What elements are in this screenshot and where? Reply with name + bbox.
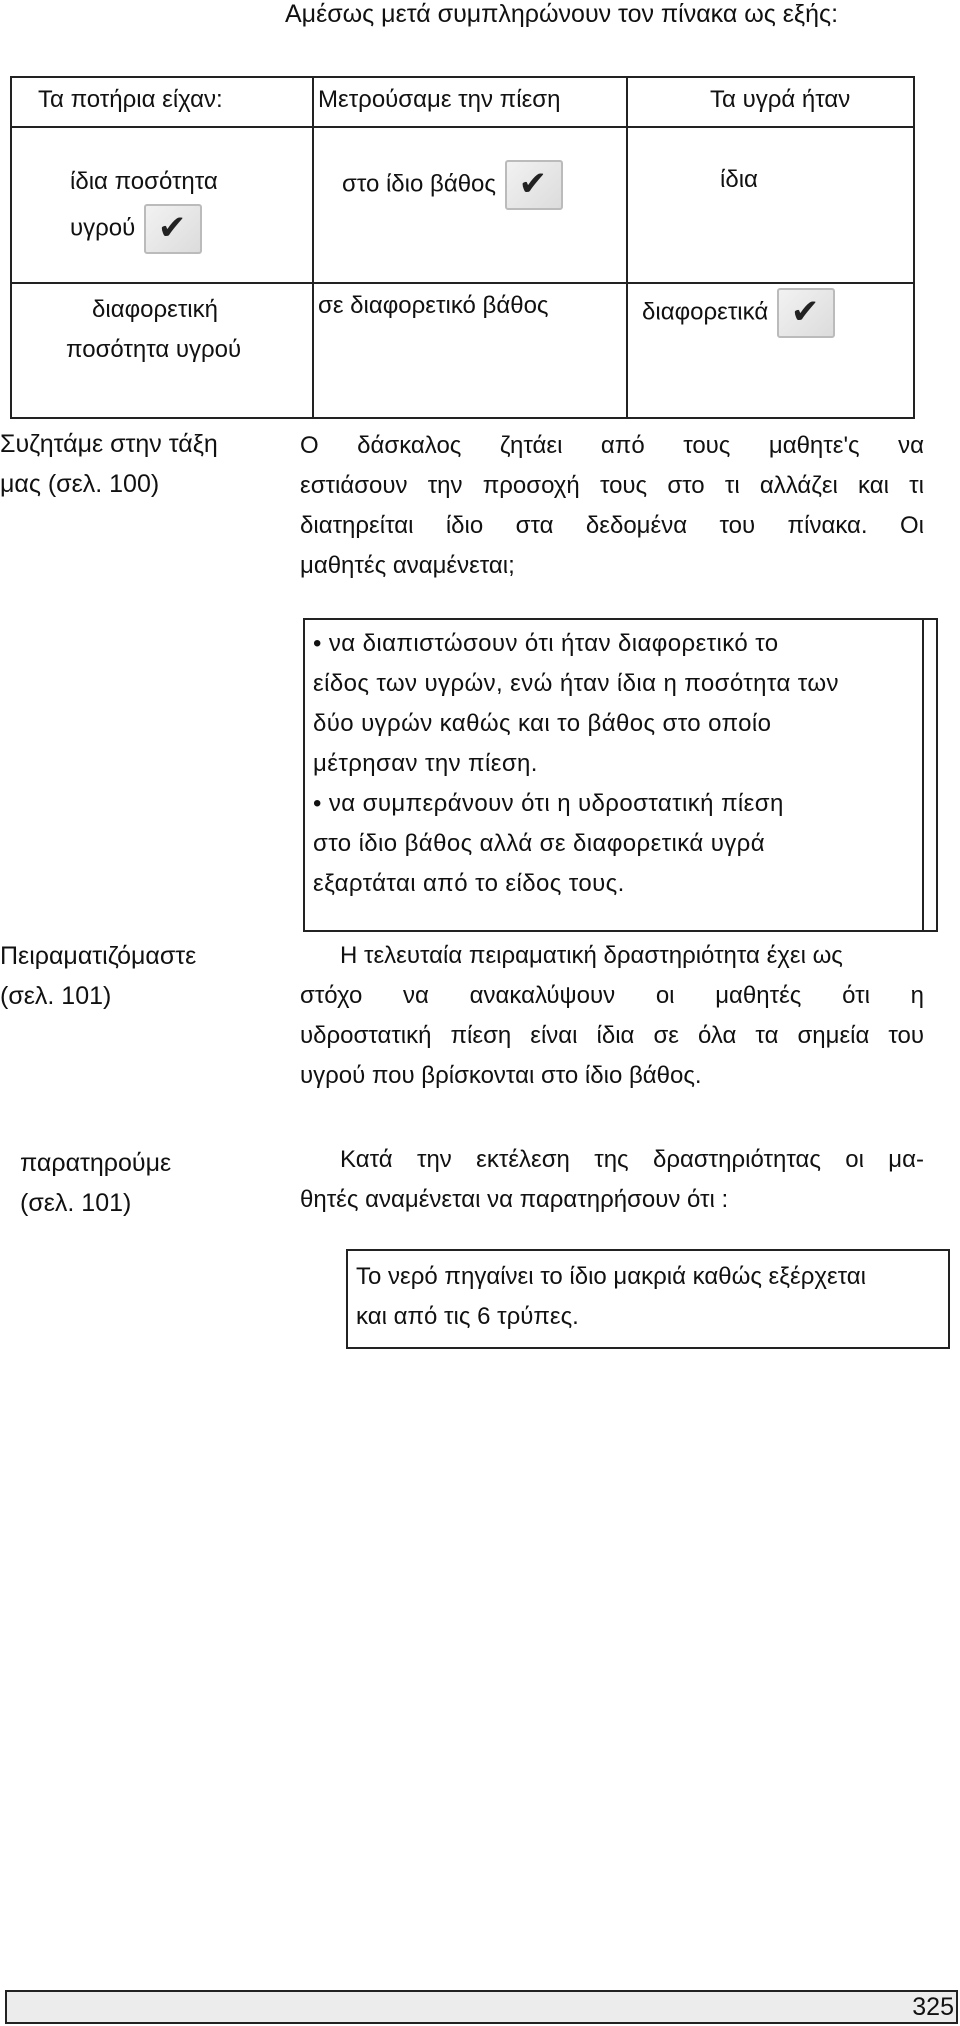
table-header-liquids: Τα υγρά ήταν (710, 86, 851, 113)
expected-outcomes-box (303, 618, 938, 932)
table-cell-different-liquids (642, 288, 835, 338)
expected-outcomes-list (313, 624, 839, 904)
paragraph-line: θητές αναμένεται να παρατηρήσουν ότι : (300, 1186, 729, 1213)
section-label-line: παρατηρούμε (20, 1149, 172, 1177)
bullet-line: είδος των υγρών, ενώ ήταν ίδια η ποσότητα των (313, 670, 839, 697)
paragraph-line: στόχο να ανακαλύψουν οι μαθητές ότι η (300, 982, 924, 1009)
observation-box (346, 1249, 950, 1349)
observation-line: Το νερό πηγαίνει το ίδιο μακριά καθώς εξέρχεται (356, 1263, 866, 1290)
table-cell-different-amount-line1: διαφορετική (92, 296, 218, 323)
bullet-line: στο ίδιο βάθος αλλά σε διαφορετικά υγρά (313, 830, 765, 857)
box-inner-border (922, 620, 924, 930)
experiment-paragraph (300, 936, 924, 1096)
bullet-line: • να διαπιστώσουν ότι ήταν διαφορετικό το (313, 630, 779, 657)
section-label-line: (σελ. 101) (0, 982, 112, 1010)
table-divider (12, 126, 913, 128)
paragraph-line: Η τελευταία πειραματική δραστηριότητα έχει ως (340, 942, 843, 969)
paragraph-line: υγρού που βρίσκονται στο ίδιο βάθος. (300, 1062, 702, 1089)
table-divider (312, 78, 314, 417)
section-label-observe (20, 1143, 171, 1223)
table-cell-same-amount-line2 (70, 204, 202, 254)
paragraph-line: εστιάσουν την προσοχή τους στο τι αλλάζει και τι (300, 472, 924, 499)
table-cell-different-liquids-text: διαφορετικά (642, 298, 769, 326)
section-label-line: Συζητάμε στην τάξη (0, 430, 218, 458)
bullet-line: δύο υγρών καθώς και το βάθος στο οποίο (313, 710, 772, 737)
section-label-experiment (0, 936, 196, 1016)
paragraph-line: διατηρείται ίδιο στα δεδομένα του πίνακα. Οι (300, 512, 924, 539)
table-cell-different-depth: σε διαφορετικό βάθος (318, 292, 549, 319)
section-label-discussion (0, 424, 218, 504)
section-label-line: Πειραματιζόμαστε (0, 942, 197, 970)
checkbox-checked-icon (505, 160, 563, 210)
intro-text: Αμέσως μετά συμπληρώνουν τον πίνακα ως εξής: (285, 0, 839, 28)
table-cell-same-depth (342, 160, 563, 210)
checkbox-checked-icon (777, 288, 835, 338)
table-cell-same-depth-text: στο ίδιο βάθος (342, 170, 496, 198)
paragraph-line: Ο δάσκαλος ζητάει από τους μαθητε'ς να (300, 432, 924, 459)
observation-text (356, 1257, 866, 1337)
paragraph-line: Κατά την εκτέλεση της δραστηριότητας οι μα- (340, 1146, 924, 1173)
footer-bar (5, 1990, 958, 2024)
discussion-paragraph (300, 426, 924, 586)
paragraph-line: υδροστατική πίεση είναι ίδια σε όλα τα σημεία του (300, 1022, 924, 1049)
check-mark-icon: ✔ (790, 292, 820, 332)
table-header-pressure: Μετρούσαμε την πίεση (318, 86, 561, 113)
bullet-line: μέτρησαν την πίεση. (313, 750, 538, 777)
bullet-line: • να συμπεράνουν ότι η υδροστατική πίεση (313, 790, 784, 817)
table-divider (12, 282, 913, 284)
page-number: 325 (912, 1993, 954, 2021)
checkbox-checked-icon (144, 204, 202, 254)
observe-paragraph (300, 1140, 924, 1220)
table-cell-different-amount-line2: ποσότητα υγρού (66, 336, 242, 363)
section-label-line: μας (σελ. 100) (0, 470, 160, 498)
bullet-line: εξαρτάται από το είδος τους. (313, 870, 625, 897)
paragraph-line: μαθητές αναμένεται; (300, 552, 515, 579)
table-cell-same-liquids: ίδια (720, 166, 758, 193)
table-divider (626, 78, 628, 417)
table-header-glasses: Τα ποτήρια είχαν: (38, 86, 223, 113)
check-mark-icon: ✔ (157, 208, 187, 248)
table-cell-same-amount-line1: ίδια ποσότητα (70, 168, 218, 195)
results-table (10, 76, 915, 419)
check-mark-icon: ✔ (518, 164, 548, 204)
section-label-line: (σελ. 101) (20, 1189, 132, 1217)
observation-line: και από τις 6 τρύπες. (356, 1303, 579, 1330)
table-cell-same-amount-text: υγρού (70, 214, 136, 242)
